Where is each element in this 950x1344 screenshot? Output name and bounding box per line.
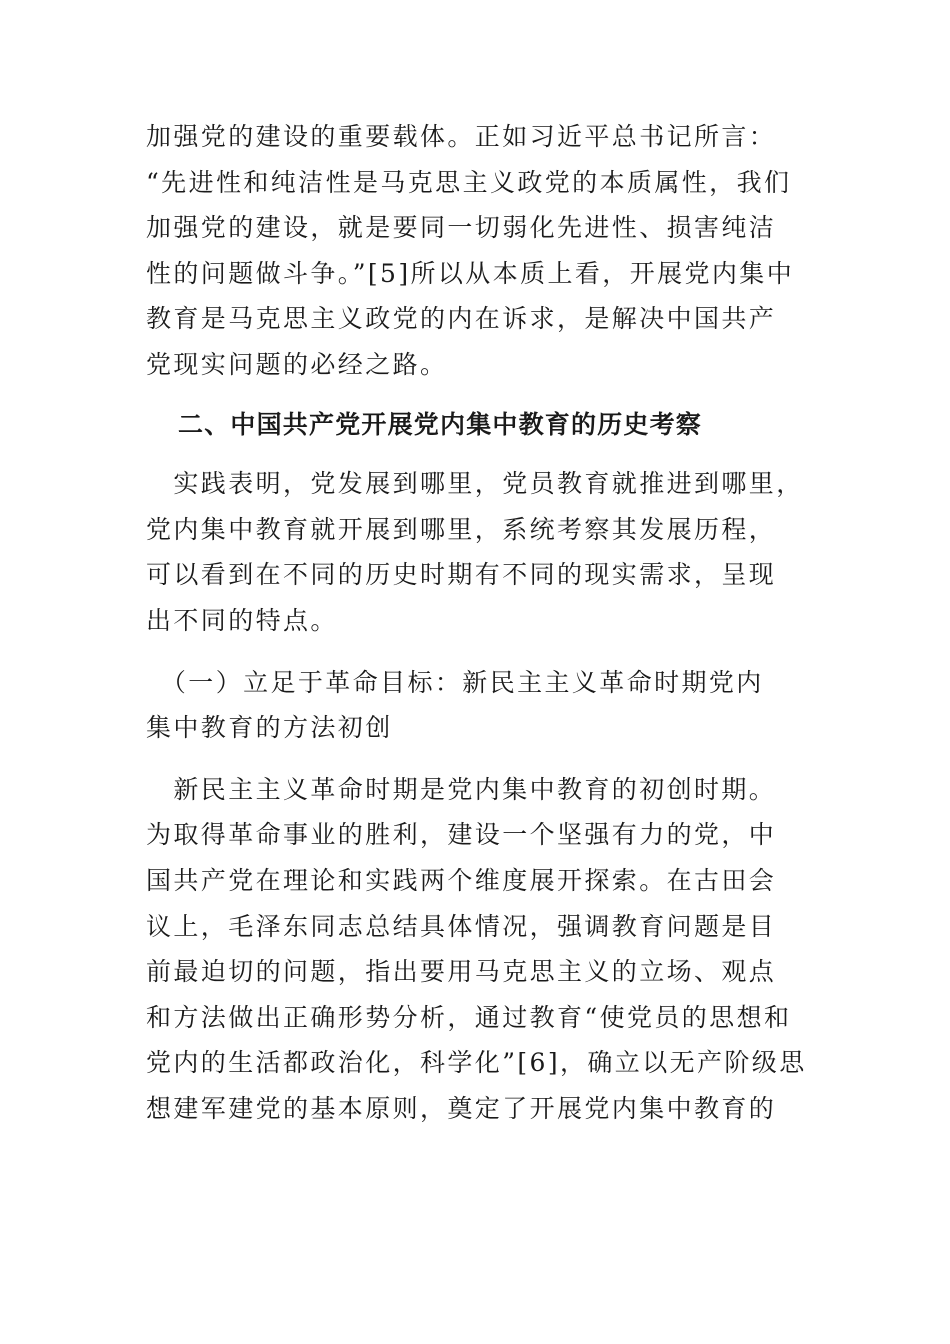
text-line: 新民主主义革命时期是党内集中教育的初创时期。 [146,774,777,804]
text-line: 想建军建党的基本原则，奠定了开展党内集中教育的 [146,1093,777,1123]
text-line: 集中教育的方法初创 [146,713,393,743]
text-line: 前最迫切的问题，指出要用马克思主义的立场、观点 [146,957,777,987]
text-line: 党内的生活都政治化，科学化”[6]，确立以无产阶级思 [146,1048,807,1078]
text-line: 性的问题做斗争。”[5]所以从本质上看，开展党内集中 [146,258,795,288]
text-line: 实践表明，党发展到哪里，党员教育就推进到哪里， [146,469,804,499]
text-line: 议上，毛泽东同志总结具体情况，强调教育问题是目 [146,911,777,941]
text-line: （一）立足于革命目标：新民主主义革命时期党内 [146,667,764,697]
text-line: 党现实问题的必经之路。 [146,349,448,379]
document-page [146,114,808,1131]
subsection-heading-revolution-period [146,660,808,751]
paragraph-new-democratic-revolution [146,767,808,1132]
text-line: 为取得革命事业的胜利，建设一个坚强有力的党，中 [146,820,777,850]
text-line: 加强党的建设，就是要同一切弱化先进性、损害纯洁 [146,213,777,243]
text-line: 和方法做出正确形势分析，通过教育“使党员的思想和 [146,1002,792,1032]
text-line: 可以看到在不同的历史时期有不同的现实需求，呈现 [146,560,777,590]
paragraph-practice-shows [146,461,808,643]
text-line: 党内集中教育就开展到哪里，系统考察其发展历程， [146,514,777,544]
section-heading-historical-review: 二、中国共产党开展党内集中教育的历史考察 [178,409,703,439]
text-line: 教育是马克思主义政党的内在诉求，是解决中国共产 [146,304,777,334]
paragraph-party-building [146,114,808,388]
text-line: 加强党的建设的重要载体。正如习近平总书记所言： [146,122,777,151]
text-line: “先进性和纯洁性是马克思主义政党的本质属性，我们 [146,167,792,197]
text-line: 国共产党在理论和实践两个维度展开探索。在古田会 [146,865,777,895]
text-line: 出不同的特点。 [146,605,338,635]
